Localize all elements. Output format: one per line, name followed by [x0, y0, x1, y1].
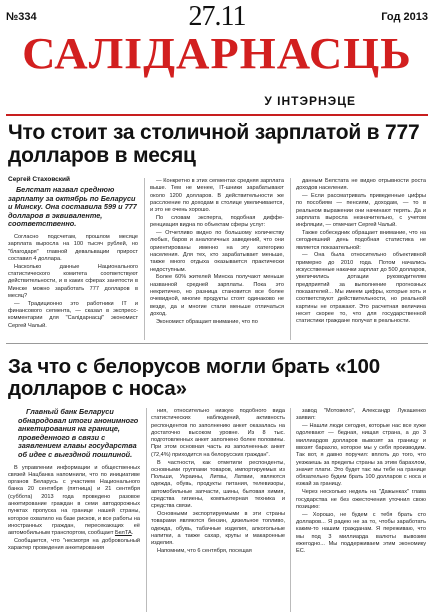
article1-paragraph: — Традиционно это работники IT и финансового сегмента, — сказал в экспресс-комментарии для "Салідарнасці" экономист Сергей Чалый.: [8, 300, 138, 329]
article2-paragraph: Основными экспортируемыми в эти страны товарами являются бензин, дизельное топливо, одежда, обувь, табачные изделия, алкогольные напитки, а также сахар, крупы и макаронные изделия.: [151, 511, 285, 547]
article1-paragraph: — Если рассматривать приведенные цифры по пособиям — пенсиям, доходам, — то в реальном выражении они начинают терять. Да и зарплата выросла незначительно, с учетом инфляции, — отмечает Сергей Чалый.: [296, 193, 426, 229]
newspaper-subtitle: У ІНТЭРНЭЦЕ: [264, 94, 356, 108]
article2-paragraph: Напомним, что 6 сентября, посещая: [157, 548, 252, 555]
article2-column-3: [296, 408, 426, 612]
article2-paragraph: — Нашли люди сегодня, которые нас все хуже одолевают — бедная, нищая страна, а до 3 миллиардов долларов вывозят за границу и ввозят барахло, которое мы у себя производим. Так вот, я давно поручил: вплоть до того, что уезжаешь за пределы страны за этим барахлом, значит плати. Это будет так: мы тебе на границе обязательно будем брать 100 долларов с носа и езжай за границу.: [296, 423, 426, 488]
article2-headline: За что с белорусов могли брать «100 долларов с носа»: [8, 355, 380, 401]
article1-column-1: [8, 186, 138, 340]
article2-lead: Главный банк Беларуси обнародовал итоги анонимного анкетирования на границе, проведенного в связи с заявлением главы государства об идее с выездной пошлиной.: [18, 408, 139, 459]
article2-paragraph: — Хорошо, не будем с тебя брать сто долларов... Я радею не за то, чтобы заработать каким-то нашим гражданам. Я переживаю, что мы под 3 миллиарда валюты вывозим ежегодно... Мы поддерживаем этим экономику ЕС.: [296, 511, 426, 555]
masthead-rule: [6, 114, 428, 116]
article2-paragraph-text: В управлении информации и общественных связей Нацбанка напомнили, что по инициативе органов Беларусь с участием Национального банка 20 сентября (пятница) и 21 сентября (суббота) 2013 года проведено разовое анкетирование граждан в семи автодорожных пунктах пропуска на границе нашей страны, которое охватило на базе рисков, и все работы на иностранных граждан, пересекающих её автомобильным транспортом, сообщает: [8, 464, 140, 537]
article2-paragraph: ния, относительно низкую подобного вида статистических наблюдений, активность респондентов по заполнению анкет оказалась на достаточно высоком уровне. Из 8 тыс. подготовленных анкет заполнено более половины. При этом основная часть из заполненных анкет (72,4%) приходится на белорусских граждан".: [151, 408, 285, 458]
issue-year: Год 2013: [381, 11, 428, 23]
article2-paragraph: В частности, как отметили респонденты, основными группами товаров, импортируемых из Польши, Украины, Литвы, Латвии, являются одежда, обувь, продукты питания, телевизоры, автомобильные запчасти, шины, бытовая химия, средства гигиены, компьютерная техника и средства связи.: [151, 459, 285, 510]
article1-headline: Что стоит за столичной зарплатой в 777 долларов в месяц: [8, 121, 420, 167]
issue-date: 27.11: [188, 1, 246, 32]
article2-column-1: [8, 408, 140, 612]
article1-paragraph: — Отчетливо видно по большому количеству любых, баров и аналогичных заведений, что они ориентированы именно на эту категорию населения. Для тех, кто зарабатывает меньше, также много отдыха оказывается практически недоступным.: [150, 230, 284, 273]
article2-paragraph: В управлении информации и общественных связей Нацбанка напомнили, что по инициативе органов Беларусь с участием Национального банка 20 сентября (пятница) и 21 сентября (суббота) 2013 года проведено разовое анкетирование граждан в семи автодорожных пунктах пропуска на границе нашей страны, которое охватило на базе рисков, и все работы на иностранных граждан, пересекающих её автомобильным транспортом, сообщает БелТА.: [8, 464, 140, 537]
article2-column-2: [151, 408, 285, 612]
article1-column-2: [150, 178, 284, 340]
article-divider: [6, 343, 428, 344]
article2-paragraph: Сообщается, что "несмотря на добровольный характер проведения анкетирования: [8, 538, 140, 552]
column-separator: [290, 178, 291, 340]
article1-paragraph: Экономист обращает внимание, что по: [156, 318, 258, 325]
issue-number: №334: [6, 11, 37, 23]
article1-lead: Белстат назвал среднюю зарплату за октябрь по Беларуси и Минску. Она составила 599 и 777 долларов в эквиваленте, соответственно.: [8, 186, 137, 229]
article1-paragraph: — Она была относительно объективной примерно до 2010 года. Потом начались искусственные накачки зарплат до 500 долларов, увеличились дотации руководителям предприятий за выполнение прогнозных показателей... Мы имеем цифры, которые хоть и соответствуют действительности, но реальной картины не отражают. Это расчетная величина несет скорее то, что для государственной статистики граждане получат в реальности.: [296, 252, 426, 325]
belta-link[interactable]: БелТА: [114, 530, 132, 537]
article1-paragraph: Согласно подсчетам, прошлом месяце зарплата выросла на 100 тысяч рублей, но "благодаря" главной девальвации прирост составил 4 доллара.: [8, 233, 138, 262]
column-separator: [146, 408, 147, 612]
article2-paragraph: завод "Мотовело", Александр Лукашенко заявил:: [296, 408, 426, 422]
masthead-top-row: [6, 1, 428, 32]
article1-paragraph: — Конкретно в этих сегментах средняя зарплата выше. Тем не менее, IT-шники зарабатывают около 1200 долларов. В действительности же расслоение по доходам в столице увеличивается, и это не очень хорошо.: [150, 178, 284, 214]
article1-column-3: [296, 178, 426, 340]
column-separator: [144, 178, 145, 340]
article1-paragraph: Также собеседник обращает внимание, что на сегодняшний день подобная статистика не является показательной:: [296, 230, 426, 251]
article1-byline: Сергей Стаховский: [8, 176, 71, 183]
newspaper-title: САЛІДАРНАСЦЬ: [22, 29, 412, 78]
article1-paragraph: Насколько данные Национального статистического комитета соответствуют действительности, и в каких сферах занятости в Минске можно заработать 777 долларов в месяц?: [8, 263, 138, 299]
article1-paragraph: Более 60% жителей Минска получают меньше названной средней зарплаты. Пока это некритично, но разница становится все более очевидной, многие продукты стоят одинаково не везде, да и многие стали меньше отличаться доход.: [150, 274, 284, 317]
column-separator: [290, 408, 291, 612]
article1-paragraph: данным Белстата не видно отрывности роста доходов населения.: [296, 178, 426, 192]
article1-paragraph: По словам эксперта, подобная дифференциация видна по объектам сферы услуг:: [150, 214, 284, 229]
article2-paragraph: Через несколько недель на "Дажынках" глава государства не без ожесточения уточнил свою позицию:: [296, 489, 426, 510]
